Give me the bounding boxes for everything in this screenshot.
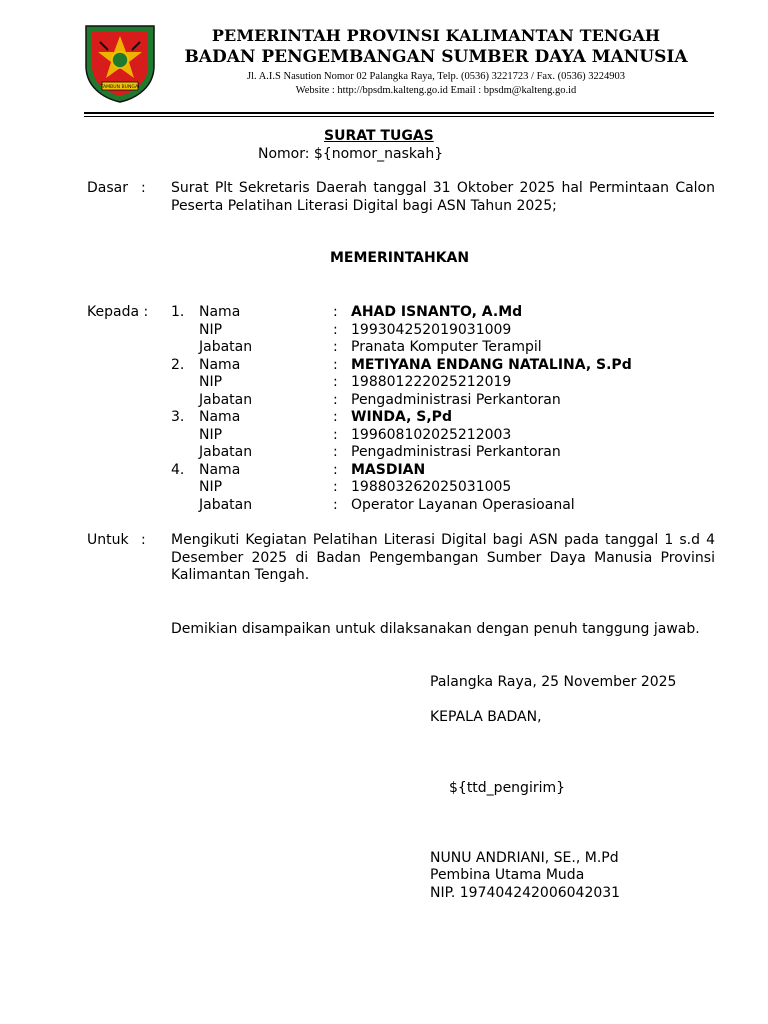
nip-label: NIP xyxy=(199,426,223,443)
separator: : xyxy=(333,409,338,425)
separator: : xyxy=(333,461,338,478)
signature-placeholder: ${ttd_pengirim} xyxy=(449,780,566,796)
separator: : xyxy=(333,479,338,495)
recipient-4-name-row xyxy=(171,462,716,480)
signatory-name: NUNU ANDRIANI, SE., M.Pd xyxy=(430,850,619,866)
nip-label: NIP xyxy=(199,374,223,390)
position-label: Jabatan xyxy=(199,339,253,355)
separator: : xyxy=(333,426,338,443)
letter-number: Nomor: ${nomor_naskah} xyxy=(258,146,444,162)
letterhead-divider-thin xyxy=(84,116,714,117)
separator: : xyxy=(333,339,338,355)
untuk-label: Untuk xyxy=(87,532,129,548)
separator: : xyxy=(333,374,338,390)
name-label: Nama xyxy=(199,356,241,373)
recipient-2-name-row xyxy=(171,357,716,375)
recipient-3-nip-row xyxy=(171,427,716,445)
recipient-1-position-row xyxy=(171,339,716,357)
dasar-colon: : xyxy=(141,180,146,196)
recipient-nip: 199304252019031009 xyxy=(351,321,512,338)
recipient-position: Pengadministrasi Perkantoran xyxy=(351,444,561,460)
untuk-colon: : xyxy=(141,532,146,548)
provincial-emblem-icon xyxy=(82,22,158,104)
recipient-3-position-row xyxy=(171,444,716,462)
letter-title: SURAT TUGAS xyxy=(324,128,434,144)
recipient-name: AHAD ISNANTO, A.Md xyxy=(351,304,523,320)
separator: : xyxy=(333,444,338,460)
separator: : xyxy=(333,304,338,320)
position-label: Jabatan xyxy=(199,391,253,408)
letterhead-government: PEMERINTAH PROVINSI KALIMANTAN TENGAH xyxy=(211,26,661,45)
emblem-ribbon-text: TAMBUN BUNGAI xyxy=(100,85,140,91)
recipient-name: MASDIAN xyxy=(351,461,426,478)
recipient-number: 4. xyxy=(171,461,185,478)
recipient-number: 3. xyxy=(171,409,185,425)
position-label: Jabatan xyxy=(199,444,253,460)
recipient-position: Operator Layanan Operasioanal xyxy=(351,496,575,513)
separator: : xyxy=(333,356,338,373)
recipient-4-position-row xyxy=(171,497,716,515)
separator: : xyxy=(333,321,338,338)
letterhead-address: Jl. A.I.S Nasution Nomor 02 Palangka Raya, Telp. (0536) 3221723 / Fax. (0536) 3224903 xyxy=(247,71,625,82)
letterhead-agency: BADAN PENGEMBANGAN SUMBER DAYA MANUSIA xyxy=(184,47,688,67)
signatory-nip: NIP. 197404242006042031 xyxy=(430,885,621,901)
signature-place-date: Palangka Raya, 25 November 2025 xyxy=(430,674,677,690)
dasar-label: Dasar xyxy=(87,180,128,196)
separator: : xyxy=(333,496,338,513)
recipient-position: Pengadministrasi Perkantoran xyxy=(351,391,561,408)
signature-position: KEPALA BADAN, xyxy=(430,709,542,725)
position-label: Jabatan xyxy=(199,496,253,513)
letterhead xyxy=(160,28,712,96)
signatory-rank: Pembina Utama Muda xyxy=(430,867,585,883)
recipient-1-name-row xyxy=(171,304,716,322)
untuk-text: Mengikuti Kegiatan Pelatihan Literasi Digital bagi ASN pada tanggal 1 s.d 4 Desember 2025 di Badan Pengembangan Sumber Daya Manusia Provinsi Kalimantan Tengah. xyxy=(171,532,715,583)
name-label: Nama xyxy=(199,304,241,320)
recipient-nip: 199608102025212003 xyxy=(351,426,512,443)
recipient-1-nip-row xyxy=(171,322,716,340)
kepada-label: Kepada : xyxy=(87,304,149,320)
closing-statement: Demikian disampaikan untuk dilaksanakan dengan penuh tanggung jawab. xyxy=(171,621,700,637)
separator: : xyxy=(333,391,338,408)
command-heading: MEMERINTAHKAN xyxy=(330,250,470,266)
recipient-2-nip-row xyxy=(171,374,716,392)
nip-label: NIP xyxy=(199,321,223,338)
name-label: Nama xyxy=(199,409,241,425)
dasar-text: Surat Plt Sekretaris Daerah tanggal 31 Oktober 2025 hal Permintaan Calon Peserta Pelatihan Literasi Digital bagi ASN Tahun 2025; xyxy=(171,180,715,214)
nip-label: NIP xyxy=(199,479,223,495)
recipient-4-nip-row xyxy=(171,479,716,497)
recipient-nip: 198803262025031005 xyxy=(351,479,512,495)
letterhead-contact: Website : http://bpsdm.kalteng.go.id Email : bpsdm@kalteng.go.id xyxy=(295,84,577,96)
letterhead-divider xyxy=(84,112,714,114)
recipient-list xyxy=(171,304,716,514)
recipient-number: 2. xyxy=(171,356,185,373)
recipient-2-position-row xyxy=(171,392,716,410)
recipient-nip: 198801222025212019 xyxy=(351,374,512,390)
recipient-number: 1. xyxy=(171,304,185,320)
recipient-name: WINDA, S,Pd xyxy=(351,409,452,425)
recipient-name: METIYANA ENDANG NATALINA, S.Pd xyxy=(351,356,632,373)
name-label: Nama xyxy=(199,461,241,478)
recipient-position: Pranata Komputer Terampil xyxy=(351,339,542,355)
recipient-3-name-row xyxy=(171,409,716,427)
